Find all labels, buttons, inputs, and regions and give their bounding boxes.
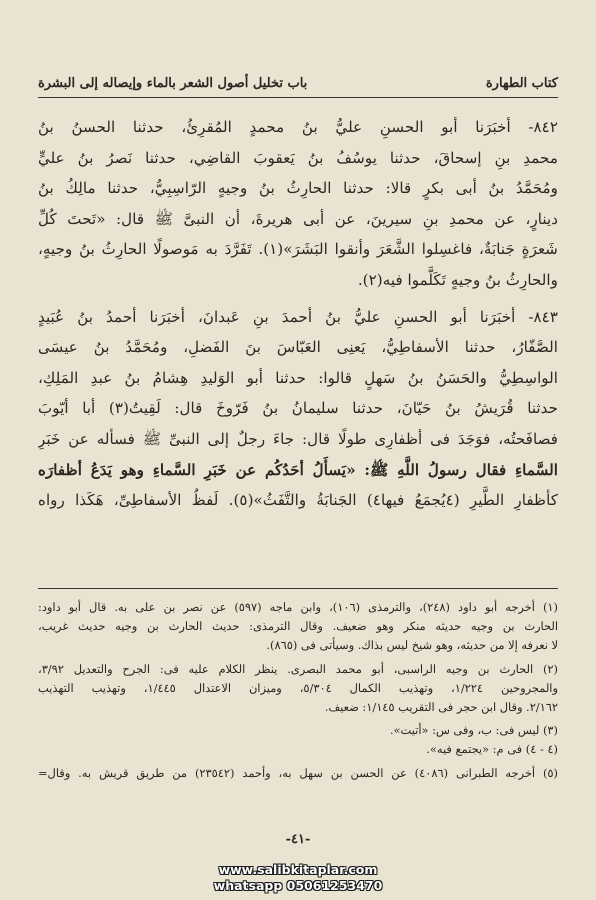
text-line: الصَّفّارُ، حدثنا الأسفاطِيُّ، يَعنِى العَبّاسَ بنَ الفَضلِ، ومُحَمَّدُ بنُ عيسَى — [38, 338, 558, 357]
footnote-line: (٣) ليس فى: ب، وفى س: «أتيت». — [389, 723, 558, 738]
text-line: السَّماءِ فقال رسولُ اللَّهِ ﷺ: «يَسأَلُ أحَدُكُم عن خَبَرِ السَّماءِ وهو يَدَعُ أظفارَه — [38, 460, 558, 479]
page-number: -٤١- — [285, 832, 311, 847]
footnotes — [38, 598, 558, 783]
footnote-line: (١) أخرجه أبو داود (٢٤٨)، والترمذى (١٠٦)، وابن ماجه (٥٩٧) عن نصر بن على به. قال أبو داود: — [38, 600, 558, 614]
footnote-line: (٤ - ٤) فى م: «يجتمع فيه». — [426, 742, 558, 757]
footnote-line: ٢/١٦٢. وقال ابن حجر فى التقريب ١/١٤٥: ضعيف. — [324, 699, 558, 714]
running-header — [38, 72, 558, 94]
watermark — [0, 862, 596, 894]
text-line: والحارِثُ بنُ وجيهٍ تَكَلَّموا فيه(٢). — [357, 270, 558, 289]
header-book-title: كتاب الطهارة — [485, 75, 558, 91]
footnote-line: الحارث بن وجيه حديثه منكر وهو ضعيف. وقال الترمذى: حديث الحارث بن وجيه حديث غريب، — [38, 619, 558, 634]
text-line: ٨٤٢- أخبَرَنا أبو الحسنِ عليُّ بنُ محمدٍ المُقرِئُ، حدثنا الحسنُ بنُ — [38, 118, 558, 136]
watermark-website: www.salibkitaplar.com — [218, 862, 378, 877]
text-line: محمدِ بنِ إسحاقَ، حدثنا يوسُفُ بنُ يَعقوبَ القاضِي، حدثنا نَصرُ بنُ عليٍّ — [38, 148, 558, 167]
text-line: كأظفارِ الطَّيرِ (٤يُجمَعُ فيها٤) الجَنابَةُ والتَّفَثُ»(٥). لَفظُ الأسفاطِىِّ، هَكَذا رواه — [38, 491, 558, 510]
footnote-line: (٥) أخرجه الطبرانى (٤٠٨٦) عن الحسن بن سهل به، وأحمد (٢٣٥٤٢) من طريق قريش به. وقال= — [38, 765, 558, 780]
text-line: فصافَحتُه، فوَجَدَ فى أظفارِى طولًا قال: جاءَ رجلٌ إلى النبىِّ ﷺ فسأله عن خَبَرِ — [38, 429, 558, 448]
header-chapter-title: باب تخليل أصول الشعر بالماء وإيصاله إلى البشرة — [38, 75, 308, 91]
header-divider — [38, 97, 558, 98]
text-line: الواسِطِيُّ والحَسَنُ بنُ سَهلٍ قالوا: حدثنا أبو الوَليدِ هِشامُ بنُ عبدِ المَلِكِ، — [38, 368, 558, 387]
footnote-line: والمجروحين ١/٢٢٤، وتهذيب الكمال ٥/٣٠٤، وميزان الاعتدال ١/٤٤٥، وتهذيب التهذيب — [38, 680, 558, 695]
main-text — [38, 112, 558, 516]
text-line: ومُحَمَّدُ بنُ أبى بكرٍ قالا: حدثنا الحارِثُ بنُ وجيهٍ الرّاسِبِيُّ، حدثنا مالِكُ بنُ — [38, 179, 558, 198]
watermark-phone: whatsapp 05061253470 — [213, 878, 383, 893]
text-line: ٨٤٣- أخبَرَنا أبو الحسنِ عليُّ بنُ أحمدَ بنِ عَبدانَ، أخبَرَنا أحمدُ بنُ عُبَيدٍ — [38, 307, 558, 326]
footnote-line: (٢) الحارث بن وجيه الراسبى، أبو محمد البصرى. ينظر الكلام عليه فى: الجرح والتعديل ٣/٩٢، — [38, 661, 558, 676]
text-line: حدثنا قُرَيشُ بنُ حَيّانَ، حدثنا سليمانُ بنُ فَرّوخَ قال: لَقِيتُ(٣) أبا أيّوبَ — [38, 399, 558, 418]
footnote-line: لا نعرفه إلا من حديثه، وهو شيخ ليس بذاك. وسيأتى فى (٨٦٥). — [266, 638, 558, 653]
text-line: شَعرَةٍ جَنابَةٌ، فاغسِلوا الشَّعَرَ وأنقوا البَشَرَ»(١). تَفَرَّدَ به مَوصولًا الحارِثُ بنُ وجيهٍ، — [38, 240, 558, 259]
text-line: دينارٍ، عن محمدِ بنِ سيرينَ، عن أبى هريرةَ، أن النبىَّ ﷺ قال: «تَحتَ كُلِّ — [38, 209, 558, 228]
footnote-divider — [38, 588, 558, 589]
